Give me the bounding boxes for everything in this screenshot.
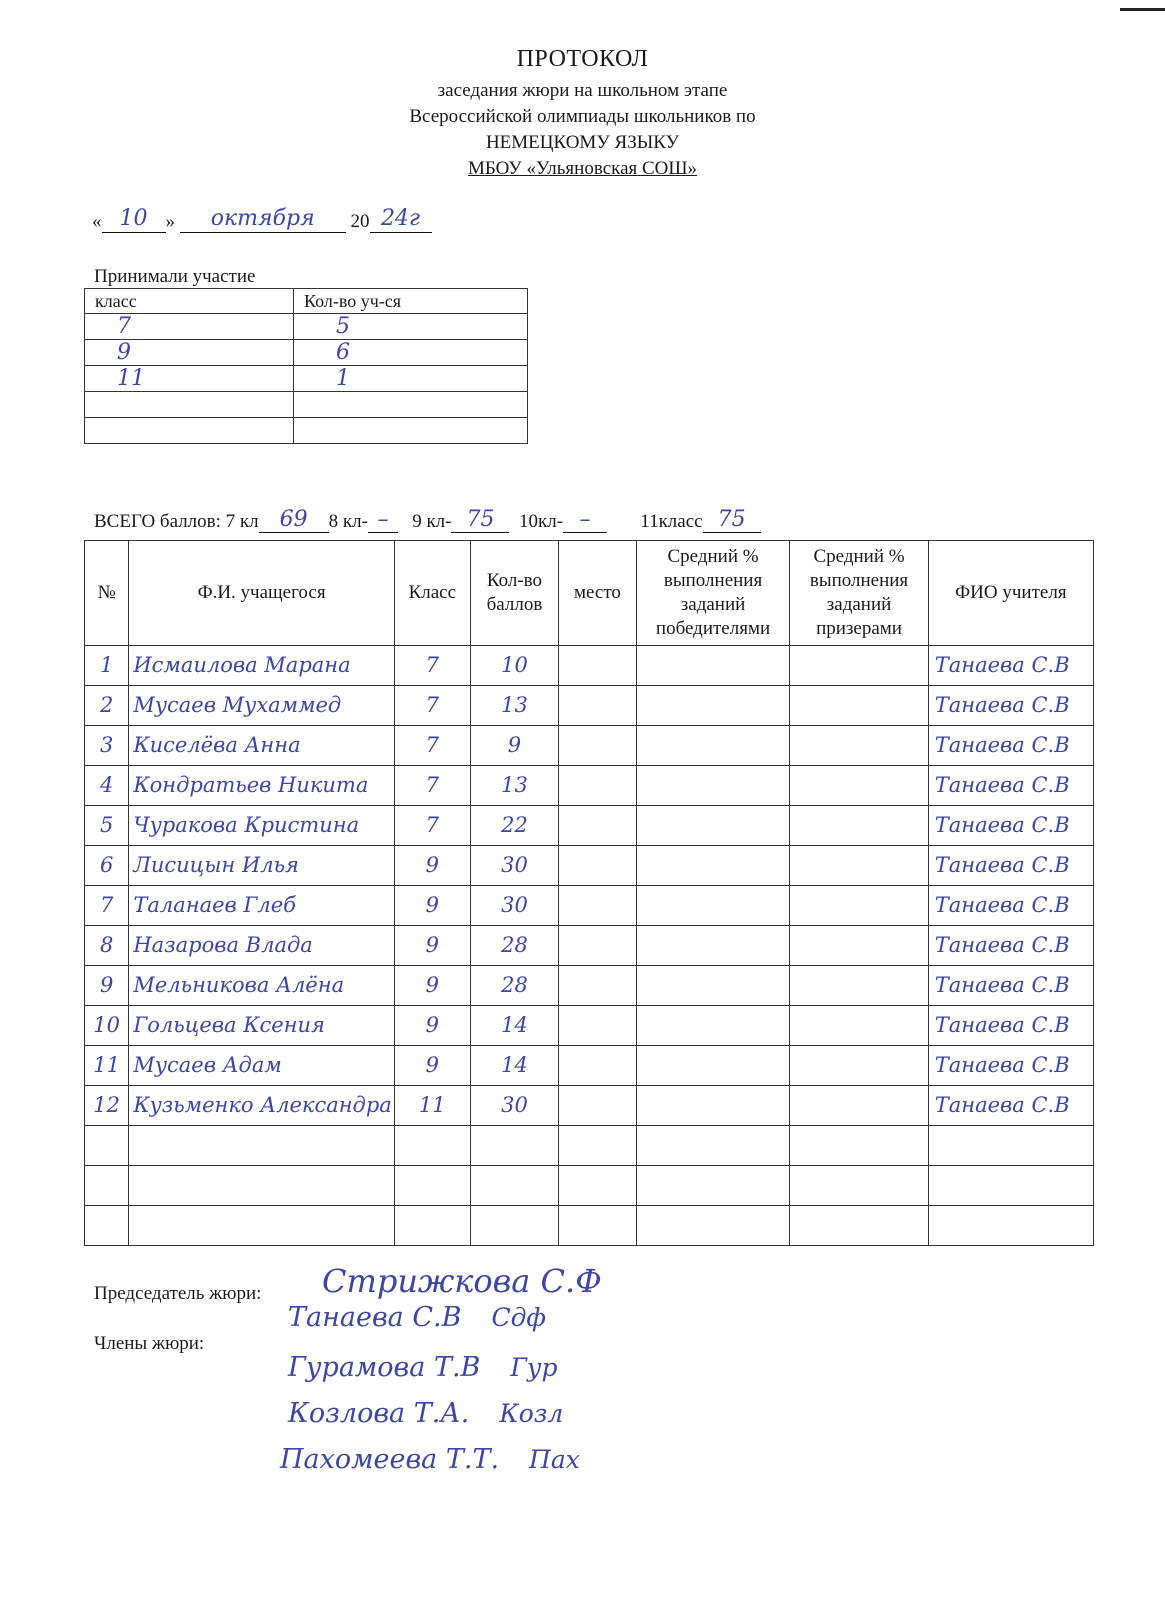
student-score-cell — [470, 926, 558, 966]
participation-class-cell — [85, 418, 294, 444]
student-class: 7 — [425, 773, 439, 797]
avg-winners-cell — [636, 1046, 790, 1086]
student-place-cell — [559, 726, 637, 766]
student-name — [131, 1213, 133, 1237]
teacher-name-cell — [928, 1126, 1093, 1166]
avg-winners-cell — [636, 1206, 790, 1246]
jury-member-name: Танаева С.В — [288, 1302, 462, 1333]
avg-winners-cell — [636, 686, 790, 726]
avg-winners-cell — [636, 1086, 790, 1126]
teacher-name-cell — [928, 966, 1093, 1006]
avg-winners-cell — [636, 646, 790, 686]
row-number: 11 — [93, 1053, 121, 1077]
table-row — [85, 886, 1094, 926]
student-class-cell — [394, 766, 470, 806]
table-row — [85, 926, 1094, 966]
student-name: Кузьменко Александра — [133, 1093, 392, 1117]
row-number-cell — [85, 1006, 129, 1046]
teacher-name-cell — [928, 1006, 1093, 1046]
participation-count: 1 — [336, 366, 350, 391]
participation-class-cell — [85, 340, 294, 366]
student-score: 30 — [501, 853, 528, 877]
student-class: 11 — [418, 1093, 446, 1117]
date-year-prefix: 20 — [350, 211, 370, 232]
teacher-name: Танаева С.В — [934, 853, 1070, 877]
student-class-cell — [394, 1206, 470, 1246]
teacher-name: Танаева С.В — [934, 1093, 1070, 1117]
jury-member — [288, 1352, 557, 1383]
student-class-cell — [394, 806, 470, 846]
participation-count-cell — [294, 366, 528, 392]
avg-winners-cell — [636, 886, 790, 926]
subject-title: НЕМЕЦКОМУ ЯЗЫКУ — [485, 132, 680, 153]
student-class-cell — [394, 1006, 470, 1046]
row-number: 3 — [99, 733, 114, 757]
avg-winners-cell — [636, 966, 790, 1006]
student-score-cell — [470, 1126, 558, 1166]
student-place-cell — [559, 1046, 637, 1086]
teacher-name-cell — [928, 646, 1093, 686]
student-name: Гольцева Ксения — [133, 1013, 325, 1037]
teacher-name: Танаева С.В — [934, 653, 1070, 677]
grade10-total: – — [579, 507, 591, 532]
avg-prizewinners-cell — [790, 686, 928, 726]
student-score-cell — [470, 846, 558, 886]
grade8-total: – — [377, 507, 389, 532]
student-class-cell — [394, 1126, 470, 1166]
subtitle-line-1: заседания жюри на школьном этапе — [437, 80, 728, 101]
chair-label: Председатель жюри: — [94, 1283, 262, 1304]
student-class-cell — [394, 726, 470, 766]
student-name-cell — [129, 846, 394, 886]
student-place-cell — [559, 886, 637, 926]
student-class-cell — [394, 1046, 470, 1086]
col-header-class: Класс — [394, 541, 470, 646]
table-row — [85, 846, 1094, 886]
header-class: класс — [85, 289, 294, 314]
student-score-cell — [470, 1046, 558, 1086]
teacher-name-cell — [928, 1046, 1093, 1086]
table-row — [85, 1086, 1094, 1126]
teacher-name-cell — [928, 886, 1093, 926]
student-place-cell — [559, 1006, 637, 1046]
jury-member-name: Гурамова Т.В — [288, 1352, 481, 1383]
totals-label-8: 8 кл- — [328, 511, 368, 532]
row-number: 8 — [99, 933, 114, 957]
grade9-total: 75 — [466, 507, 495, 532]
table-row — [85, 1126, 1094, 1166]
student-score: 28 — [501, 933, 528, 957]
student-place-cell — [559, 766, 637, 806]
participation-header-row — [85, 289, 528, 314]
student-name-cell — [129, 686, 394, 726]
student-name-cell — [129, 1006, 394, 1046]
student-name-cell — [129, 766, 394, 806]
protocol-date — [92, 208, 432, 233]
student-place-cell — [559, 1126, 637, 1166]
teacher-name: Танаева С.В — [934, 813, 1070, 837]
participation-row — [85, 314, 528, 340]
table-row — [85, 726, 1094, 766]
scan-corner-mark — [1120, 8, 1165, 11]
row-number-cell — [85, 646, 129, 686]
teacher-name: Танаева С.В — [934, 773, 1070, 797]
student-name — [131, 1133, 133, 1157]
jury-member — [288, 1302, 546, 1333]
row-number: 4 — [99, 773, 114, 797]
teacher-name: Танаева С.В — [934, 693, 1070, 717]
student-place-cell — [559, 1086, 637, 1126]
student-score: 30 — [501, 893, 528, 917]
grade7-total-field — [259, 507, 329, 533]
teacher-name — [931, 1173, 935, 1197]
date-day: 10 — [119, 206, 148, 231]
row-number-cell — [85, 886, 129, 926]
teacher-name-cell — [928, 726, 1093, 766]
student-score: 10 — [501, 653, 528, 677]
results-header-row — [85, 541, 1094, 646]
participation-class — [95, 418, 117, 443]
date-month: октября — [210, 206, 315, 231]
avg-prizewinners-cell — [790, 966, 928, 1006]
student-class-cell — [394, 1086, 470, 1126]
student-score-cell — [470, 966, 558, 1006]
student-score-cell — [470, 886, 558, 926]
student-score-cell — [470, 806, 558, 846]
student-score-cell — [470, 1006, 558, 1046]
student-name: Киселёва Анна — [133, 733, 301, 757]
col-header-avg-winners: Средний % выполнения заданий победителями — [636, 541, 790, 646]
student-class-cell — [394, 926, 470, 966]
participation-class-cell — [85, 392, 294, 418]
participation-class — [95, 392, 117, 417]
avg-winners-cell — [636, 926, 790, 966]
student-score: 13 — [501, 773, 528, 797]
teacher-name-cell — [928, 686, 1093, 726]
student-score-cell — [470, 686, 558, 726]
participation-count-cell — [294, 340, 528, 366]
table-row — [85, 686, 1094, 726]
table-row — [85, 1206, 1094, 1246]
teacher-name-cell — [928, 806, 1093, 846]
row-number-cell — [85, 926, 129, 966]
row-number: 7 — [99, 893, 114, 917]
total-scores-line — [94, 507, 761, 533]
teacher-name — [931, 1133, 935, 1157]
totals-label-10: 10кл- — [518, 511, 564, 532]
col-header-name: Ф.И. учащегося — [129, 541, 394, 646]
student-score: 9 — [507, 733, 522, 757]
student-class: 9 — [425, 853, 439, 877]
row-number: 2 — [99, 693, 114, 717]
grade9-total-field — [451, 507, 509, 533]
student-place-cell — [559, 646, 637, 686]
row-number: 6 — [99, 853, 114, 877]
student-name-cell — [129, 1086, 394, 1126]
student-name: Таланаев Глеб — [133, 893, 296, 917]
row-number: 10 — [93, 1013, 121, 1037]
table-row — [85, 1166, 1094, 1206]
avg-prizewinners-cell — [790, 646, 928, 686]
student-score-cell — [470, 1206, 558, 1246]
avg-prizewinners-cell — [790, 846, 928, 886]
student-name-cell — [129, 926, 394, 966]
row-number: 12 — [93, 1093, 121, 1117]
student-score-cell — [470, 646, 558, 686]
student-class: 7 — [425, 813, 439, 837]
student-name-cell — [129, 1126, 394, 1166]
participation-count: 6 — [336, 340, 350, 365]
subtitle-line-2: Всероссийской олимпиады школьников по — [409, 106, 756, 127]
jury-member — [288, 1398, 563, 1429]
participation-class-cell — [85, 366, 294, 392]
student-place-cell — [559, 926, 637, 966]
student-name-cell — [129, 806, 394, 846]
row-number-cell — [85, 766, 129, 806]
grade11-total: 75 — [717, 507, 746, 532]
student-name-cell — [129, 1166, 394, 1206]
results-body — [85, 646, 1094, 1246]
student-class-cell — [394, 886, 470, 926]
col-header-num: № — [85, 541, 129, 646]
student-class: 7 — [425, 693, 439, 717]
student-class-cell — [394, 966, 470, 1006]
col-header-avg-prizewinners: Средний % выполнения заданий призерами — [790, 541, 928, 646]
jury-member-signature: Гур — [510, 1353, 558, 1382]
avg-winners-cell — [636, 1126, 790, 1166]
participation-class-cell — [85, 314, 294, 340]
student-class-cell — [394, 646, 470, 686]
totals-label-9: 9 кл- — [412, 511, 452, 532]
avg-prizewinners-cell — [790, 1086, 928, 1126]
avg-winners-cell — [636, 846, 790, 886]
student-name-cell — [129, 726, 394, 766]
row-number-cell — [85, 686, 129, 726]
student-score: 13 — [501, 693, 528, 717]
grade11-total-field — [703, 507, 761, 533]
student-name: Чуракова Кристина — [133, 813, 360, 837]
school-name: МБОУ «Ульяновская СОШ» — [467, 158, 698, 179]
avg-prizewinners-cell — [790, 926, 928, 966]
grade8-total-field — [368, 507, 398, 533]
table-row — [85, 966, 1094, 1006]
grade10-total-field — [563, 507, 607, 533]
participation-label: Принимали участие — [94, 266, 256, 287]
student-name: Лисицын Илья — [133, 853, 299, 877]
student-name-cell — [129, 886, 394, 926]
participation-class: 9 — [117, 340, 131, 365]
row-number: 9 — [99, 973, 114, 997]
teacher-name-cell — [928, 1206, 1093, 1246]
student-name-cell — [129, 1046, 394, 1086]
student-score-cell — [470, 1086, 558, 1126]
participation-class: 11 — [117, 366, 145, 391]
totals-label-11: 11класс — [640, 511, 703, 532]
participation-count-cell — [294, 418, 528, 444]
row-number-cell — [85, 1166, 129, 1206]
student-score: 28 — [501, 973, 528, 997]
avg-winners-cell — [636, 1166, 790, 1206]
jury-member — [280, 1444, 580, 1475]
date-year-suffix: 24г — [380, 206, 421, 231]
student-name: Мельникова Алёна — [133, 973, 345, 997]
student-name: Исмаилова Марана — [133, 653, 351, 677]
avg-winners-cell — [636, 806, 790, 846]
teacher-name: Танаева С.В — [934, 893, 1070, 917]
teacher-name-cell — [928, 1086, 1093, 1126]
student-class-cell — [394, 686, 470, 726]
col-header-teacher: ФИО учителя — [928, 541, 1093, 646]
row-number-cell — [85, 966, 129, 1006]
results-table — [84, 540, 1094, 1246]
document-title: ПРОТОКОЛ — [516, 46, 649, 72]
teacher-name: Танаева С.В — [934, 973, 1070, 997]
avg-prizewinners-cell — [790, 1126, 928, 1166]
table-row — [85, 1046, 1094, 1086]
date-close-quote: » — [165, 211, 175, 232]
members-label: Члены жюри: — [94, 1333, 205, 1354]
date-day-field — [102, 208, 166, 233]
date-open-quote: « — [92, 211, 102, 232]
row-number-cell — [85, 1126, 129, 1166]
participation-class: 7 — [117, 314, 131, 339]
student-score-cell — [470, 766, 558, 806]
grade7-total: 69 — [279, 507, 308, 532]
teacher-name: Танаева С.В — [934, 1013, 1070, 1037]
student-name-cell — [129, 966, 394, 1006]
student-place-cell — [559, 806, 637, 846]
teacher-name-cell — [928, 766, 1093, 806]
student-score-cell — [470, 1166, 558, 1206]
row-number-cell — [85, 1046, 129, 1086]
jury-member-name: Козлова Т.А. — [288, 1398, 470, 1429]
student-class: 7 — [425, 653, 439, 677]
student-name-cell — [129, 646, 394, 686]
student-name: Кондратьев Никита — [133, 773, 369, 797]
student-place-cell — [559, 846, 637, 886]
table-row — [85, 766, 1094, 806]
teacher-name — [931, 1213, 935, 1237]
jury-member-signature: Сдф — [491, 1303, 546, 1332]
student-class: 9 — [425, 1053, 439, 1077]
participation-count-cell — [294, 392, 528, 418]
chair-signature: Стрижкова С.Ф — [322, 1262, 602, 1300]
row-number: 5 — [99, 813, 114, 837]
student-name: Мусаев Адам — [133, 1053, 282, 1077]
student-class-cell — [394, 1166, 470, 1206]
teacher-name-cell — [928, 1166, 1093, 1206]
participation-table — [84, 288, 528, 444]
row-number-cell — [85, 1206, 129, 1246]
student-place-cell — [559, 1206, 637, 1246]
student-place-cell — [559, 1166, 637, 1206]
participation-row — [85, 418, 528, 444]
avg-prizewinners-cell — [790, 1006, 928, 1046]
avg-prizewinners-cell — [790, 726, 928, 766]
col-header-place: место — [559, 541, 637, 646]
student-name — [131, 1173, 133, 1197]
student-place-cell — [559, 686, 637, 726]
teacher-name: Танаева С.В — [934, 733, 1070, 757]
avg-winners-cell — [636, 1006, 790, 1046]
student-score: 22 — [501, 813, 528, 837]
row-number-cell — [85, 846, 129, 886]
avg-prizewinners-cell — [790, 1166, 928, 1206]
student-name: Назарова Влада — [133, 933, 313, 957]
participation-count-cell — [294, 314, 528, 340]
student-class: 9 — [425, 1013, 439, 1037]
jury-member-signature: Козл — [499, 1399, 564, 1428]
date-month-field — [180, 208, 346, 233]
row-number-cell — [85, 726, 129, 766]
teacher-name: Танаева С.В — [934, 933, 1070, 957]
avg-prizewinners-cell — [790, 766, 928, 806]
student-place-cell — [559, 966, 637, 1006]
student-score: 14 — [501, 1013, 528, 1037]
totals-label: ВСЕГО баллов: 7 кл — [94, 511, 259, 532]
student-class: 9 — [425, 893, 439, 917]
student-class: 7 — [425, 733, 439, 757]
student-class-cell — [394, 846, 470, 886]
participation-count — [304, 392, 336, 417]
jury-member-signature: Пах — [529, 1445, 580, 1474]
student-class: 9 — [425, 973, 439, 997]
participation-row — [85, 366, 528, 392]
date-year-field — [370, 208, 432, 233]
teacher-name-cell — [928, 846, 1093, 886]
student-score: 30 — [501, 1093, 528, 1117]
avg-prizewinners-cell — [790, 1046, 928, 1086]
participation-row — [85, 340, 528, 366]
avg-winners-cell — [636, 726, 790, 766]
avg-prizewinners-cell — [790, 806, 928, 846]
teacher-name-cell — [928, 926, 1093, 966]
participation-count — [304, 418, 336, 443]
participation-row — [85, 392, 528, 418]
avg-prizewinners-cell — [790, 1206, 928, 1246]
jury-member-name: Пахомеева Т.Т. — [280, 1444, 500, 1475]
header-count: Кол-во уч-ся — [294, 289, 528, 314]
table-row — [85, 1006, 1094, 1046]
student-name-cell — [129, 1206, 394, 1246]
avg-prizewinners-cell — [790, 886, 928, 926]
student-score-cell — [470, 726, 558, 766]
student-class: 9 — [425, 933, 439, 957]
table-row — [85, 646, 1094, 686]
student-name: Мусаев Мухаммед — [133, 693, 342, 717]
table-row — [85, 806, 1094, 846]
col-header-score: Кол-во баллов — [470, 541, 558, 646]
row-number-cell — [85, 1086, 129, 1126]
row-number: 1 — [99, 653, 114, 677]
teacher-name: Танаева С.В — [934, 1053, 1070, 1077]
avg-winners-cell — [636, 766, 790, 806]
row-number-cell — [85, 806, 129, 846]
student-score: 14 — [501, 1053, 528, 1077]
participation-count: 5 — [336, 314, 350, 339]
